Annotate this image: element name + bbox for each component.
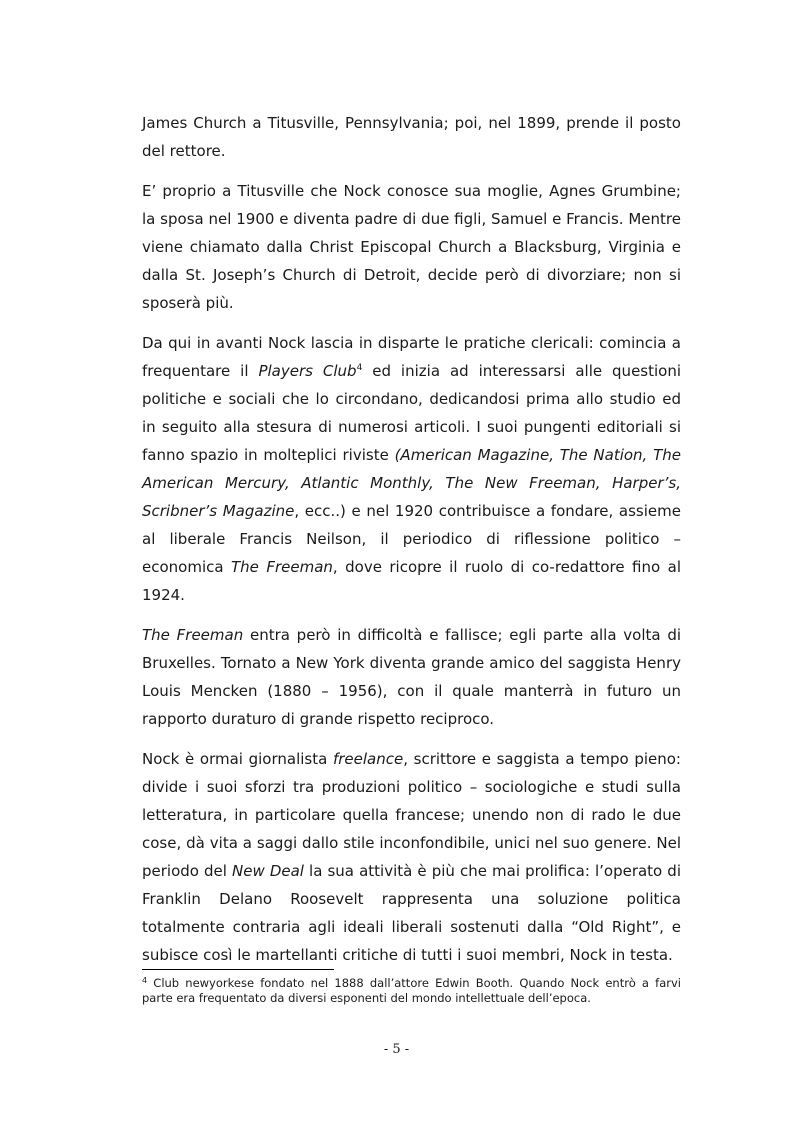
freelance-term: freelance [332, 750, 404, 768]
paragraph-3-text-a: Da qui in avanti Nock lascia in disparte le pratiche clericali: comincia a frequentare il [142, 334, 681, 380]
freeman-title: The Freeman [231, 558, 333, 576]
page-number: - 5 - [383, 1042, 410, 1057]
paragraph-2-text: E’ proprio a Titusville che Nock conosce sua moglie, Agnes Grumbine; la sposa nel 1900 e diventa padre di due figli, Samuel e Francis. Mentre viene chiamato dalla Christ Episcopal Church a Blacksburg, Virginia e dalla St. Joseph’s Church di Detroit, decide però di divorziare; non si sposerà più. [142, 182, 681, 312]
magazine-list: (American Magazine, The Nation, The American Mercury, Atlantic Monthly, The New Freeman, Harper’s, Scribner’s Magazine [142, 446, 681, 520]
paragraph-4-text: entra però in difficoltà e fallisce; egli parte alla volta di Bruxelles. Tornato a New York diventa grande amico del saggista Henry Louis Mencken (1880 – 1956), con il quale manterrà in futuro un rapporto duraturo di grande rispetto reciproco. [142, 626, 682, 728]
footnote-reference: 4 [356, 363, 363, 373]
paragraph-5-text-b: , scrittore e saggista a tempo pieno: divide i suoi sforzi tra produzioni politico – sociologiche e studi sulla letteratura, in particolare quella francese; unendo non di rado le due cose, dà vita a saggi dallo stile inconfondibile, unici nel suo genere. Nel periodo del [142, 750, 681, 880]
paragraph-3-text-b: ed inizia ad interessarsi alle questioni politiche e sociali che lo circondano, dedicandosi prima allo studio ed in seguito alla stesura di numerosi articoli. I suoi pungenti editoriali si fanno spazio in molteplici riviste [142, 362, 682, 464]
footnote [142, 976, 681, 1006]
new-deal-term: New Deal [232, 862, 304, 880]
paragraph-5-text-c: la sua attività è più che mai prolifica: l’operato di Franklin Delano Roosevelt rappresenta una soluzione politica totalmente contraria agli ideali liberali sostenuti dalla “Old Right”, e subisce così le martellanti critiche di tutti i suoi membri, Nock in testa. [142, 862, 681, 964]
paragraph-1 [142, 109, 681, 165]
paragraph-4 [142, 621, 681, 733]
paragraph-5-text-a: Nock è ormai giornalista [142, 750, 333, 768]
freeman-title: The Freeman [142, 626, 244, 644]
paragraph-3-text-c: , ecc..) e nel 1920 contribuisce a fondare, assieme al liberale Francis Neilson, il periodico di riflessione politico – economica [142, 502, 681, 576]
footnote-separator [142, 969, 334, 970]
players-club-title: Players Club [258, 362, 357, 380]
footnote-text: Club newyorkese fondato nel 1888 dall’attore Edwin Booth. Quando Nock entrò a farvi parte era frequentato da diversi esponenti del mondo intellettuale dell’epoca. [142, 976, 681, 1005]
paragraph-5 [142, 745, 681, 969]
paragraph-3-text-d: , dove ricopre il ruolo di co-redattore fino al 1924. [142, 558, 681, 604]
paragraph-2 [142, 177, 681, 317]
footnote-number: 4 [142, 976, 148, 985]
paragraph-3 [142, 329, 681, 609]
body-text [142, 109, 681, 981]
paragraph-1-text: James Church a Titusville, Pennsylvania; poi, nel 1899, prende il posto del rettore. [142, 114, 681, 160]
